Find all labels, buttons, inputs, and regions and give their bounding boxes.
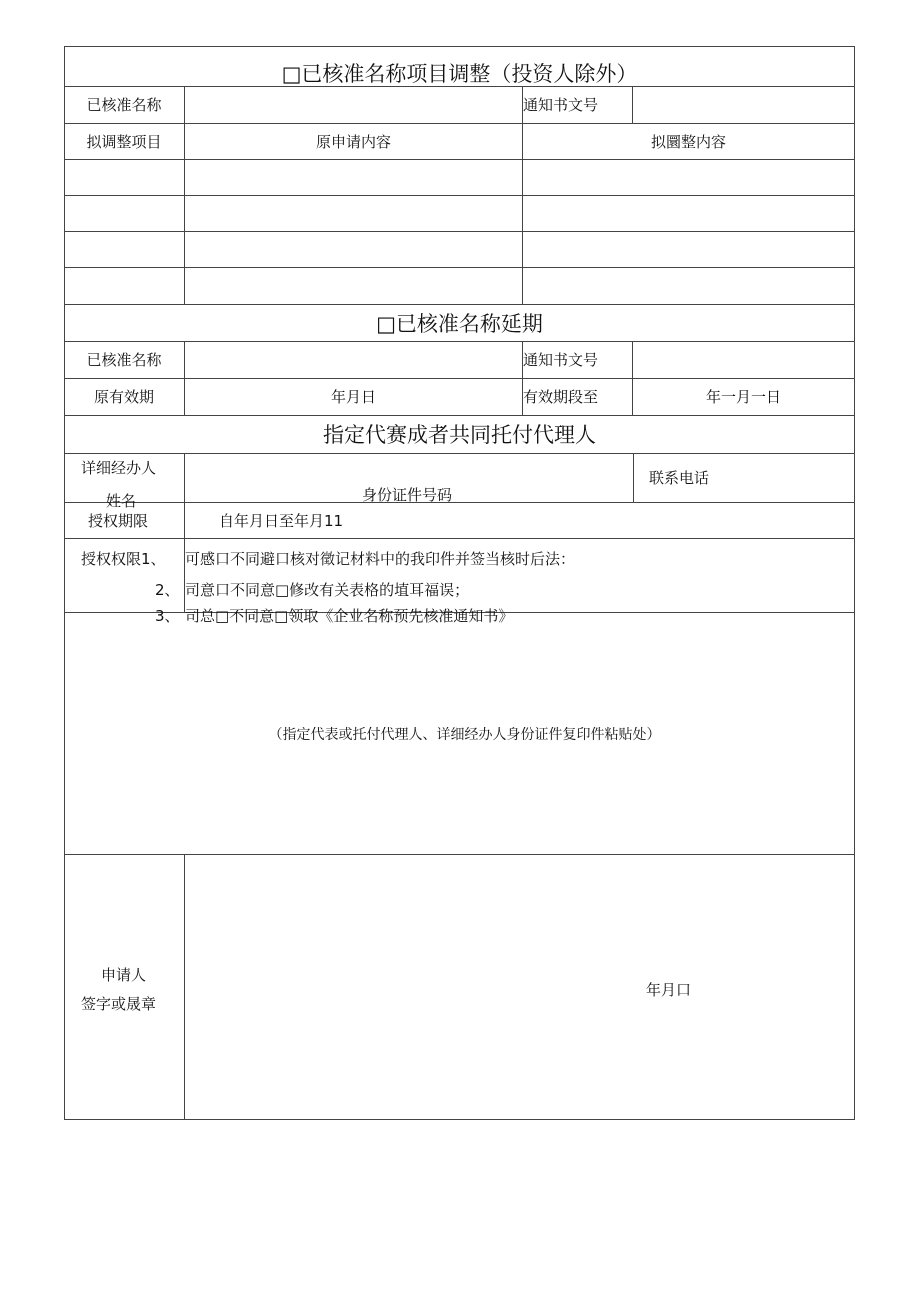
adjust-row-1-original[interactable] [185, 160, 522, 195]
original-validity-value[interactable]: 年月日 [330, 388, 376, 406]
scope-item3[interactable]: 司总□不同意□领取《企业名称预先核准通知书》 [185, 607, 514, 625]
phone-label: 联系电话 [648, 469, 709, 487]
scope-area [64, 539, 855, 625]
approved-name-label-2: 已核准名称 [86, 351, 162, 369]
agent-name-input[interactable] [185, 454, 633, 502]
adjust-row-2-adjusted[interactable] [523, 196, 854, 231]
original-content-label: 原申请内容 [315, 132, 391, 151]
adjust-row-1-item[interactable] [65, 160, 184, 195]
adjust-row-3-original[interactable] [185, 232, 522, 267]
notice-no-input[interactable] [633, 87, 854, 123]
applicant-label-line2: 签字或晟章 [81, 995, 157, 1013]
adjust-row-1-adjusted[interactable] [523, 160, 854, 195]
adjust-row-4-item[interactable] [65, 268, 184, 304]
notice-no-input-2[interactable] [633, 342, 854, 378]
approved-name-label: 已核准名称 [86, 96, 162, 114]
period-label: 授权期限 [87, 511, 148, 530]
extend-value[interactable]: 年一月一日 [705, 388, 781, 406]
agent-label-line1: 详细经办人 [81, 459, 157, 477]
adjusted-content-label: 拟圜整内容 [650, 132, 726, 151]
notice-no-label: 通知书文号 [523, 96, 599, 114]
agent-label-clip [64, 484, 184, 510]
section2-title: □已核准名称延期 [376, 311, 543, 336]
period-value[interactable]: 自年月日至年月11 [219, 511, 344, 530]
adjust-row-3-item[interactable] [65, 232, 184, 267]
adjust-item-label: 拟调整项目 [86, 132, 162, 151]
adjust-row-4-original[interactable] [185, 268, 522, 304]
section1-title: □已核准名称项目调整（投资人除外） [281, 62, 638, 86]
signature-area[interactable] [185, 855, 854, 1119]
adjust-row-4-adjusted[interactable] [523, 268, 854, 304]
extend-label: 有效期段至 [523, 388, 599, 406]
adjust-row-2-original[interactable] [185, 196, 522, 231]
original-validity-label: 原有效期 [93, 388, 154, 406]
rule-bottom [64, 1119, 855, 1120]
section3-title: 指定代赛成者共同托付代理人 [323, 423, 596, 447]
phone-input[interactable] [724, 454, 854, 502]
adjust-row-3-adjusted[interactable] [523, 232, 854, 267]
scope-label: 授权权限1、 [81, 550, 166, 568]
applicant-label-line1: 申请人 [101, 966, 147, 984]
scope-item1[interactable]: 可感口不同避口核对徵记材料中的我印件并签当核时后法： [185, 550, 576, 568]
approved-name-input-2[interactable] [185, 342, 522, 378]
scope-item3-num: 3、 [155, 607, 180, 625]
sign-date: 年月口 [646, 981, 692, 999]
id-copy-paste-area: （指定代表或托付代理人、详细经办人身份证件复印件粘贴处） [268, 726, 661, 743]
notice-no-label-2: 通知书文号 [523, 351, 599, 369]
agent-label-line2: 姓名 [106, 492, 137, 510]
id-number-label: 身份证件号码 [362, 486, 453, 504]
adjust-row-2-item[interactable] [65, 196, 184, 231]
scope-item2[interactable]: 司意口不同意□修改有关表格的埴耳福误； [185, 581, 470, 599]
approved-name-input[interactable] [185, 87, 522, 123]
application-form [64, 46, 855, 1120]
scope-item2-num: 2、 [155, 581, 180, 599]
